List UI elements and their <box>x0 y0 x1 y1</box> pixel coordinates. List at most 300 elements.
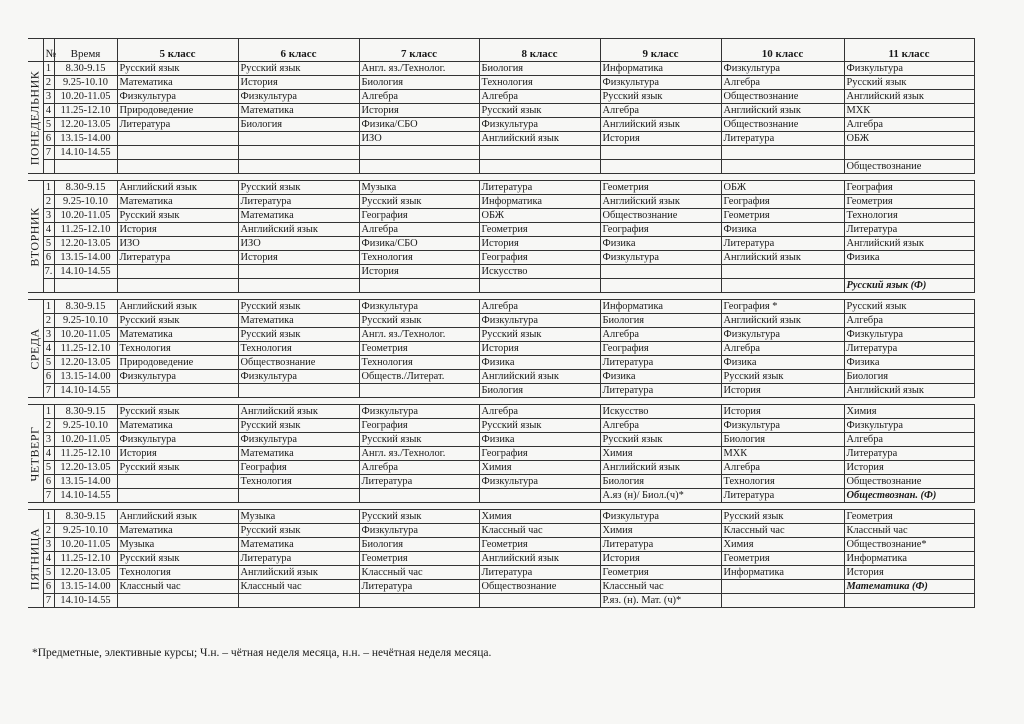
subject-cell <box>359 489 479 503</box>
subject-cell: Английский язык <box>479 132 600 146</box>
subject-cell: Математика <box>117 328 238 342</box>
lesson-row <box>28 300 974 314</box>
subject-cell: Литература <box>721 132 844 146</box>
subject-cell: Алгебра <box>600 419 721 433</box>
subject-cell: Физика <box>600 370 721 384</box>
lesson-number: 4 <box>43 552 54 566</box>
lesson-number: 2 <box>43 195 54 209</box>
subject-cell: Англ. яз./Технолог. <box>359 447 479 461</box>
subject-cell: Физкультура <box>238 90 359 104</box>
subject-cell: Русский язык <box>238 328 359 342</box>
header-corner <box>28 39 43 62</box>
subject-cell: Геометрия <box>479 223 600 237</box>
subject-cell: Русский язык <box>844 76 974 90</box>
subject-cell <box>359 594 479 608</box>
lesson-number: 7 <box>43 146 54 160</box>
lesson-time: 12.20-13.05 <box>54 237 117 251</box>
day-name: ВТОРНИК <box>27 206 42 267</box>
subject-cell: Русский язык <box>238 62 359 76</box>
lesson-row <box>28 510 974 524</box>
subject-cell: Английский язык <box>479 552 600 566</box>
subject-cell: Геометрия <box>844 510 974 524</box>
lesson-time: 9.25-10.10 <box>54 76 117 90</box>
subject-cell: Литература <box>600 356 721 370</box>
extra-lesson-row <box>28 279 974 293</box>
subject-cell: Английский язык <box>117 181 238 195</box>
subject-cell: Русский язык <box>479 419 600 433</box>
subject-cell: Классный час <box>359 566 479 580</box>
subject-cell: Физкультура <box>238 433 359 447</box>
subject-cell: Литература <box>721 489 844 503</box>
subject-cell: Русский язык <box>117 405 238 419</box>
subject-cell: Технология <box>117 342 238 356</box>
day-label-cell <box>28 510 43 608</box>
lesson-row <box>28 524 974 538</box>
subject-cell: Алгебра <box>359 461 479 475</box>
subject-cell <box>600 279 721 293</box>
subject-cell: Физкультура <box>117 90 238 104</box>
lesson-row <box>28 419 974 433</box>
subject-cell: Природоведение <box>117 104 238 118</box>
subject-cell: Алгебра <box>479 90 600 104</box>
subject-cell: Геометрия <box>600 566 721 580</box>
subject-cell <box>359 146 479 160</box>
subject-cell: Обществознание <box>844 160 974 174</box>
subject-cell: Р.яз. (н). Мат. (ч)* <box>600 594 721 608</box>
subject-cell: Русский язык <box>117 209 238 223</box>
subject-cell: Физика <box>479 356 600 370</box>
day-separator-cell <box>28 503 974 510</box>
subject-cell: История <box>844 461 974 475</box>
subject-cell: Физкультура <box>600 251 721 265</box>
subject-cell <box>721 580 844 594</box>
lesson-row <box>28 181 974 195</box>
subject-cell <box>721 160 844 174</box>
subject-cell: Алгебра <box>721 461 844 475</box>
subject-cell: Алгебра <box>844 118 974 132</box>
subject-cell: Информатика <box>721 566 844 580</box>
lesson-number: 1 <box>43 62 54 76</box>
subject-cell: Химия <box>721 538 844 552</box>
lesson-row <box>28 489 974 503</box>
day-label-cell <box>28 181 43 293</box>
subject-cell: Физкультура <box>721 419 844 433</box>
lesson-number: 4 <box>43 447 54 461</box>
subject-cell: ОБЖ <box>479 209 600 223</box>
lesson-number: 7 <box>43 384 54 398</box>
lesson-time: 13.15-14.00 <box>54 580 117 594</box>
lesson-row <box>28 342 974 356</box>
lesson-number: 5 <box>43 356 54 370</box>
subject-cell: Химия <box>479 510 600 524</box>
lesson-number: 6 <box>43 132 54 146</box>
subject-cell: Русский язык <box>238 524 359 538</box>
subject-cell <box>600 146 721 160</box>
subject-cell: География * <box>721 300 844 314</box>
lesson-row <box>28 265 974 279</box>
subject-cell: А.яз (н)/ Биол.(ч)* <box>600 489 721 503</box>
subject-cell <box>844 594 974 608</box>
subject-cell: География <box>844 181 974 195</box>
day-name: ПЯТНИЦА <box>27 527 42 590</box>
day-separator-cell <box>28 174 974 181</box>
subject-cell: Физкультура <box>117 433 238 447</box>
subject-cell: Геометрия <box>721 209 844 223</box>
subject-cell: Литература <box>844 447 974 461</box>
subject-cell: Физика <box>721 223 844 237</box>
lesson-number: 1 <box>43 405 54 419</box>
subject-cell: Геометрия <box>600 181 721 195</box>
lesson-row <box>28 132 974 146</box>
subject-cell: География <box>238 461 359 475</box>
subject-cell: Физкультура <box>238 370 359 384</box>
subject-cell: Обществознание <box>238 356 359 370</box>
day-separator <box>28 174 974 181</box>
day-label-cell <box>28 405 43 503</box>
lesson-row <box>28 62 974 76</box>
subject-cell <box>238 384 359 398</box>
subject-cell <box>238 132 359 146</box>
lesson-time: 11.25-12.10 <box>54 223 117 237</box>
subject-cell <box>721 594 844 608</box>
subject-cell: Информатика <box>600 62 721 76</box>
subject-cell: Русский язык <box>844 300 974 314</box>
lesson-number: 3 <box>43 328 54 342</box>
subject-cell: Информатика <box>600 300 721 314</box>
lesson-time: 10.20-11.05 <box>54 538 117 552</box>
lesson-time: 8.30-9.15 <box>54 62 117 76</box>
lesson-row <box>28 384 974 398</box>
lesson-number: 5 <box>43 118 54 132</box>
lesson-number: 6 <box>43 580 54 594</box>
subject-cell: Математика <box>238 314 359 328</box>
lesson-time: 13.15-14.00 <box>54 132 117 146</box>
lesson-number: 5 <box>43 237 54 251</box>
subject-cell: История <box>844 566 974 580</box>
schedule-body <box>28 62 974 608</box>
subject-cell: География <box>359 419 479 433</box>
subject-cell: Физика <box>600 237 721 251</box>
subject-cell: Информатика <box>479 195 600 209</box>
subject-cell: Классный час <box>844 524 974 538</box>
lesson-time: 11.25-12.10 <box>54 552 117 566</box>
lesson-time: 10.20-11.05 <box>54 209 117 223</box>
day-separator <box>28 398 974 405</box>
subject-cell <box>844 146 974 160</box>
subject-cell: Английский язык <box>600 461 721 475</box>
subject-cell: Геометрия <box>844 195 974 209</box>
lesson-time: 8.30-9.15 <box>54 181 117 195</box>
subject-cell: Математика <box>117 524 238 538</box>
subject-cell <box>238 489 359 503</box>
lesson-row <box>28 538 974 552</box>
lesson-row <box>28 90 974 104</box>
subject-cell: Алгебра <box>600 328 721 342</box>
lesson-number: 7. <box>44 266 53 277</box>
subject-cell: ИЗО <box>117 237 238 251</box>
lesson-number: 4 <box>43 342 54 356</box>
subject-cell: Русский язык <box>721 510 844 524</box>
subject-cell <box>238 160 359 174</box>
subject-cell <box>117 489 238 503</box>
subject-cell: Технология <box>238 475 359 489</box>
lesson-number: 2 <box>43 314 54 328</box>
subject-cell: Алгебра <box>844 433 974 447</box>
subject-cell: Английский язык <box>721 104 844 118</box>
day-name: СРЕДА <box>27 327 42 370</box>
day-label-cell <box>28 62 43 174</box>
lesson-time <box>54 160 117 174</box>
subject-cell: Классный час <box>479 524 600 538</box>
subject-cell: ОБЖ <box>844 132 974 146</box>
subject-cell: ИЗО <box>359 132 479 146</box>
subject-cell: Русский язык <box>117 62 238 76</box>
subject-cell: Литература <box>359 475 479 489</box>
lesson-number: 2 <box>43 76 54 90</box>
subject-cell: История <box>238 76 359 90</box>
extra-lesson-row <box>28 160 974 174</box>
subject-cell: Английский язык <box>238 223 359 237</box>
subject-cell: Математика <box>117 195 238 209</box>
subject-cell: Химия <box>600 524 721 538</box>
subject-cell: Физкультура <box>359 300 479 314</box>
subject-cell: Алгебра <box>844 314 974 328</box>
subject-cell: Англ. яз./Технолог. <box>359 62 479 76</box>
subject-cell: Математика (Ф) <box>844 580 974 594</box>
lesson-number: 2 <box>43 419 54 433</box>
header-class-11: 11 класс <box>844 39 974 62</box>
subject-cell: Алгебра <box>600 104 721 118</box>
subject-cell: Музыка <box>117 538 238 552</box>
header-row <box>28 39 974 62</box>
subject-cell: Русский язык <box>238 181 359 195</box>
subject-cell: Обществознание* <box>844 538 974 552</box>
subject-cell: Английский язык <box>238 566 359 580</box>
subject-cell <box>479 594 600 608</box>
header-num: № <box>43 39 54 62</box>
subject-cell: Математика <box>238 104 359 118</box>
subject-cell: Физкультура <box>359 405 479 419</box>
subject-cell: Русский язык <box>238 419 359 433</box>
subject-cell: Английский язык <box>721 251 844 265</box>
subject-cell: Физкультура <box>844 62 974 76</box>
schedule-sheet <box>28 38 975 608</box>
lesson-number: 3 <box>43 90 54 104</box>
lesson-row <box>28 433 974 447</box>
subject-cell: Физкультура <box>479 475 600 489</box>
lesson-time: 14.10-14.55 <box>54 265 117 279</box>
lesson-row <box>28 237 974 251</box>
subject-cell: Технология <box>238 342 359 356</box>
subject-cell: Литература <box>238 552 359 566</box>
subject-cell: Английский язык <box>117 300 238 314</box>
lesson-time: 13.15-14.00 <box>54 475 117 489</box>
subject-cell: Английский язык <box>600 195 721 209</box>
subject-cell: Обществознание <box>844 475 974 489</box>
lesson-row <box>28 195 974 209</box>
lesson-time: 11.25-12.10 <box>54 447 117 461</box>
lesson-time: 12.20-13.05 <box>54 461 117 475</box>
subject-cell: Геометрия <box>721 552 844 566</box>
schedule-table <box>28 38 975 608</box>
header-class-7: 7 класс <box>359 39 479 62</box>
subject-cell <box>479 489 600 503</box>
lesson-number: 6 <box>43 370 54 384</box>
subject-cell: Русский язык <box>117 461 238 475</box>
subject-cell <box>359 160 479 174</box>
subject-cell: Обществознание <box>721 118 844 132</box>
lesson-number: 3 <box>43 538 54 552</box>
lesson-time: 11.25-12.10 <box>54 342 117 356</box>
lesson-row <box>28 594 974 608</box>
subject-cell <box>721 265 844 279</box>
subject-cell: Обществознание <box>479 580 600 594</box>
subject-cell: Физика/СБО <box>359 237 479 251</box>
lesson-time: 12.20-13.05 <box>54 356 117 370</box>
lesson-time: 14.10-14.55 <box>54 384 117 398</box>
subject-cell: Литература <box>117 251 238 265</box>
subject-cell: Физкультура <box>479 314 600 328</box>
subject-cell: Химия <box>600 447 721 461</box>
lesson-row <box>28 104 974 118</box>
subject-cell: ИЗО <box>238 237 359 251</box>
subject-cell: Физкультура <box>844 419 974 433</box>
subject-cell: Физкультура <box>600 76 721 90</box>
subject-cell: Физкультура <box>721 62 844 76</box>
subject-cell <box>479 160 600 174</box>
lesson-time: 9.25-10.10 <box>54 314 117 328</box>
lesson-time <box>54 279 117 293</box>
subject-cell: История <box>600 132 721 146</box>
lesson-row <box>28 405 974 419</box>
lesson-number: 5 <box>43 566 54 580</box>
subject-cell: Геометрия <box>359 552 479 566</box>
subject-cell: Биология <box>600 314 721 328</box>
subject-cell <box>117 160 238 174</box>
lesson-row <box>28 461 974 475</box>
subject-cell: Русский язык <box>359 195 479 209</box>
header-time: Время <box>54 39 117 62</box>
subject-cell: Алгебра <box>721 342 844 356</box>
subject-cell: Английский язык <box>479 370 600 384</box>
subject-cell: Химия <box>844 405 974 419</box>
lesson-number: 7 <box>43 489 54 503</box>
header-class-10: 10 класс <box>721 39 844 62</box>
subject-cell: Литература <box>479 181 600 195</box>
lesson-time: 9.25-10.10 <box>54 524 117 538</box>
subject-cell: Физика <box>721 356 844 370</box>
subject-cell: Физика/СБО <box>359 118 479 132</box>
subject-cell: Русский язык <box>479 328 600 342</box>
subject-cell: Биология <box>238 118 359 132</box>
subject-cell <box>117 132 238 146</box>
subject-cell: Алгебра <box>721 76 844 90</box>
subject-cell: Английский язык <box>844 384 974 398</box>
lesson-number: 3 <box>43 209 54 223</box>
subject-cell: Технология <box>117 566 238 580</box>
lesson-row <box>28 223 974 237</box>
subject-cell: География <box>600 342 721 356</box>
subject-cell: Физкультура <box>721 328 844 342</box>
subject-cell: Литература <box>600 384 721 398</box>
header-class-8: 8 класс <box>479 39 600 62</box>
lesson-row <box>28 328 974 342</box>
lesson-time: 11.25-12.10 <box>54 104 117 118</box>
subject-cell: Физкультура <box>600 510 721 524</box>
lesson-row <box>28 314 974 328</box>
lesson-number: 4 <box>43 104 54 118</box>
subject-cell: Классный час <box>238 580 359 594</box>
subject-cell <box>600 160 721 174</box>
subject-cell: География <box>600 223 721 237</box>
subject-cell: Музыка <box>359 181 479 195</box>
lesson-time: 10.20-11.05 <box>54 433 117 447</box>
lesson-row <box>28 251 974 265</box>
subject-cell: Русский язык <box>117 314 238 328</box>
subject-cell: ОБЖ <box>721 181 844 195</box>
lesson-number: 1 <box>43 300 54 314</box>
subject-cell: История <box>721 384 844 398</box>
subject-cell: Классный час <box>600 580 721 594</box>
subject-cell: Геометрия <box>359 342 479 356</box>
subject-cell: Математика <box>238 447 359 461</box>
lesson-row <box>28 146 974 160</box>
subject-cell: Математика <box>238 538 359 552</box>
subject-cell: История <box>238 251 359 265</box>
lesson-time: 8.30-9.15 <box>54 300 117 314</box>
subject-cell: История <box>117 223 238 237</box>
lesson-number: 4 <box>43 223 54 237</box>
subject-cell: Русский язык <box>600 433 721 447</box>
lesson-row <box>28 370 974 384</box>
day-name: ПОНЕДЕЛЬНИК <box>27 70 42 165</box>
subject-cell <box>238 594 359 608</box>
subject-cell: Русский язык <box>117 552 238 566</box>
subject-cell: Биология <box>479 384 600 398</box>
lesson-number <box>43 160 54 174</box>
subject-cell: Алгебра <box>479 300 600 314</box>
lesson-row <box>28 447 974 461</box>
subject-cell: Литература <box>117 118 238 132</box>
subject-cell: История <box>479 342 600 356</box>
subject-cell: Литература <box>600 538 721 552</box>
subject-cell: Математика <box>117 419 238 433</box>
day-separator <box>28 293 974 300</box>
lesson-row <box>28 76 974 90</box>
subject-cell: Физика <box>479 433 600 447</box>
subject-cell: История <box>600 552 721 566</box>
subject-cell: Информатика <box>844 552 974 566</box>
subject-cell: Литература <box>844 342 974 356</box>
subject-cell: История <box>359 265 479 279</box>
subject-cell: Физика <box>844 356 974 370</box>
header-class-6: 6 класс <box>238 39 359 62</box>
subject-cell: Обществ./Литерат. <box>359 370 479 384</box>
day-name: ЧЕТВЕРГ <box>27 426 42 481</box>
subject-cell: Биология <box>359 538 479 552</box>
subject-cell: Алгебра <box>359 223 479 237</box>
subject-cell <box>238 279 359 293</box>
subject-cell: Биология <box>359 76 479 90</box>
lesson-number: 6 <box>43 475 54 489</box>
subject-cell <box>238 146 359 160</box>
lesson-row <box>28 209 974 223</box>
lesson-row <box>28 580 974 594</box>
subject-cell: История <box>721 405 844 419</box>
subject-cell: География <box>479 447 600 461</box>
subject-cell <box>117 146 238 160</box>
day-separator-cell <box>28 293 974 300</box>
